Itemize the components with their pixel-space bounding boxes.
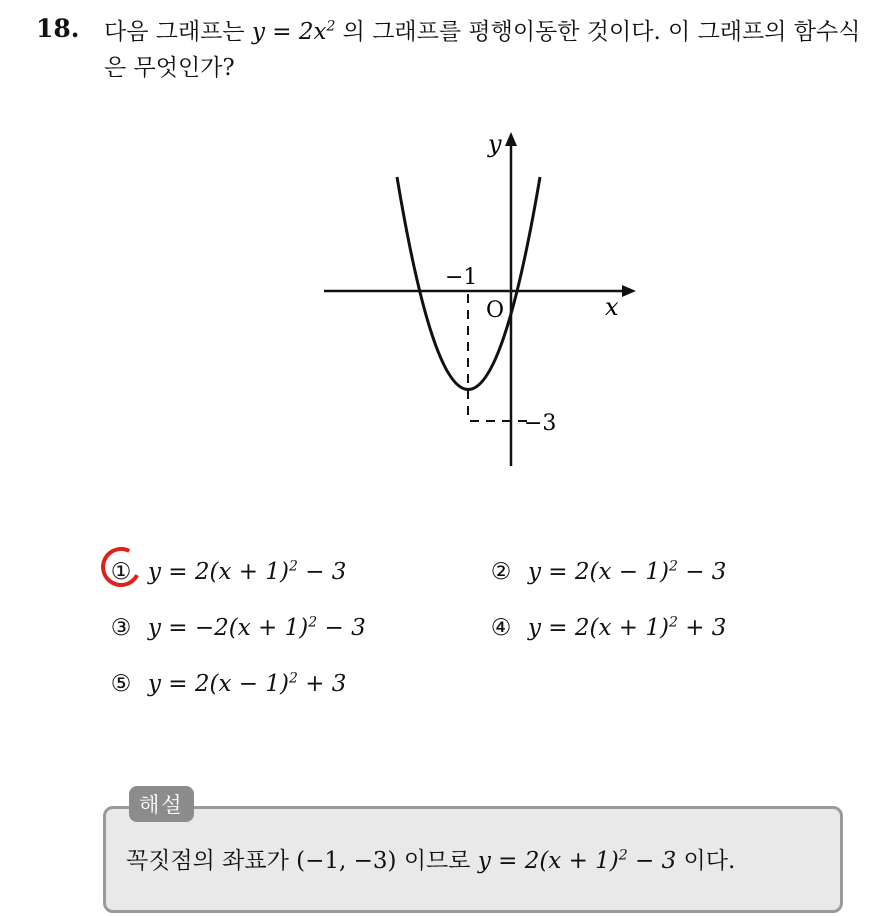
question-formula-base: y = 2x <box>251 19 327 45</box>
question-formula <box>252 19 335 45</box>
option-3-number: ③ <box>110 615 132 641</box>
solution-text-before: 꼭짓점의 좌표가 (−1, −3) 이므로 <box>126 848 471 874</box>
origin-label: O <box>486 298 505 323</box>
option-5-number: ⑤ <box>110 671 132 697</box>
solution-formula: $y = 2(x + 1)^2 - 3$ <box>477 847 677 874</box>
option-5-text: $y = 2(x - 1)^2 + 3$ <box>148 670 347 697</box>
option-3[interactable] <box>110 615 366 641</box>
option-4[interactable] <box>490 615 726 641</box>
question-formula-exponent: 2 <box>326 18 336 35</box>
x-axis-label: x <box>605 293 619 321</box>
solution-text-after: 이다. <box>683 848 736 874</box>
x-axis-arrow <box>622 285 636 297</box>
parabola-graph <box>310 118 650 478</box>
option-5[interactable] <box>110 671 346 697</box>
solution-tag: 해설 <box>129 786 194 822</box>
vertex-y-label: −3 <box>524 411 557 436</box>
question-text-after: 의 그래프를 평행이동한 것이다. 이 그래프의 함수식은 무엇인가? <box>104 19 861 81</box>
option-3-text: $y = -2(x + 1)^2 - 3$ <box>148 614 366 641</box>
option-4-text: $y = 2(x + 1)^2 + 3$ <box>528 614 727 641</box>
option-4-number: ④ <box>490 615 512 641</box>
solution-text <box>126 842 735 875</box>
vertex-x-label: −1 <box>445 265 478 290</box>
y-axis-label: y <box>488 130 502 158</box>
option-1[interactable] <box>110 559 346 585</box>
option-2[interactable] <box>490 559 726 585</box>
question-number: 18. <box>36 14 80 43</box>
option-2-number: ② <box>490 559 512 585</box>
y-axis-arrow <box>505 132 517 146</box>
option-1-text: $y = 2(x + 1)^2 - 3$ <box>148 558 347 585</box>
option-1-number: ① <box>110 559 132 585</box>
option-2-text: $y = 2(x - 1)^2 - 3$ <box>528 558 727 585</box>
question-text-before: 다음 그래프는 <box>104 19 245 45</box>
question-text <box>104 14 874 86</box>
